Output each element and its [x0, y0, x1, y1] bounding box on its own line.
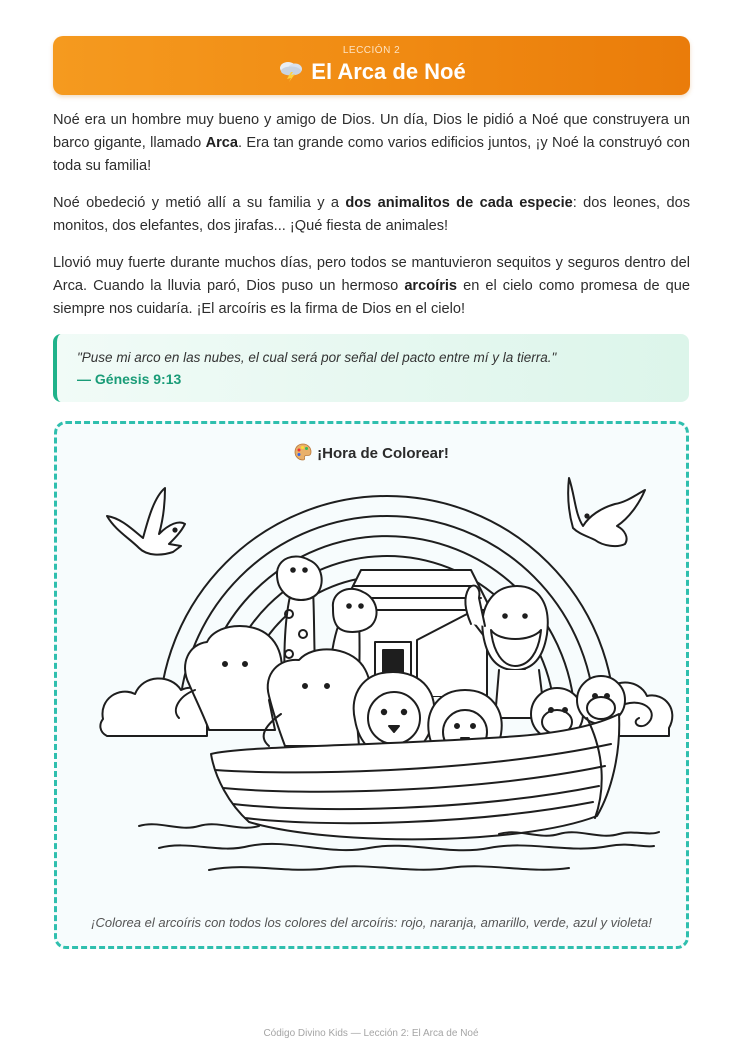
paragraph-text: Llovió muy fuerte durante muchos días, pero todos se mantuvieron sequitos y seguros dentro del Arca. Cuando la lluvia paró, Dios puso un hermoso — [53, 255, 690, 294]
paragraph-text: Noé era un hombre muy bueno y amigo de Dios. Un día, Dios le pidió a Noé que construyera un barco gigante, llamado — [53, 112, 690, 151]
dove-left — [107, 488, 185, 555]
page-title: El Arca de Noé — [311, 59, 466, 84]
emphasis-text: Arca — [205, 135, 239, 151]
story-paragraph-1 — [53, 109, 690, 178]
dove-right — [568, 478, 645, 546]
story-paragraph-3 — [53, 252, 690, 321]
page-title-row — [53, 58, 690, 85]
paragraph-text: : dos leones, dos monitos, dos elefantes, dos jirafas... ¡Qué fiesta de animales! — [53, 195, 690, 234]
paragraph-text: en el cielo como promesa de que siempre nos cuidaría. ¡El arcoíris es la firma de Dios en el cielo! — [53, 278, 690, 317]
lesson-header — [53, 36, 690, 95]
noahs-ark-illustration — [99, 474, 674, 879]
verse-reference: — Génesis 9:13 — [77, 371, 182, 387]
storm-cloud-icon — [277, 58, 305, 82]
palette-icon — [294, 443, 312, 461]
coloring-section — [54, 421, 689, 949]
paragraph-text: . Era tan grande como varios edificios juntos, ¡y Noé la construyó con toda su familia! — [53, 135, 690, 174]
emphasis-text: arcoíris — [404, 278, 458, 294]
story-paragraph-2 — [53, 192, 690, 238]
verse-quote: "Puse mi arco en las nubes, el cual será por señal del pacto entre mí y la tierra." — [77, 350, 557, 365]
lesson-label: LECCIÓN 2 — [342, 45, 401, 56]
coloring-instruction: ¡Colorea el arcoíris con todos los colores del arcoíris: rojo, naranja, amarillo, verde, azul y violeta! — [91, 915, 652, 930]
coloring-heading-row — [57, 443, 686, 462]
coloring-heading: ¡Hora de Colorear! — [317, 445, 449, 462]
bible-verse-box — [53, 334, 689, 402]
paragraph-text: Noé obedeció y metió allí a su familia y a — [53, 195, 346, 211]
emphasis-text: dos animalitos de cada especie — [345, 195, 573, 211]
page-footer: Código Divino Kids — Lección 2: El Arca de Noé — [263, 1028, 479, 1039]
